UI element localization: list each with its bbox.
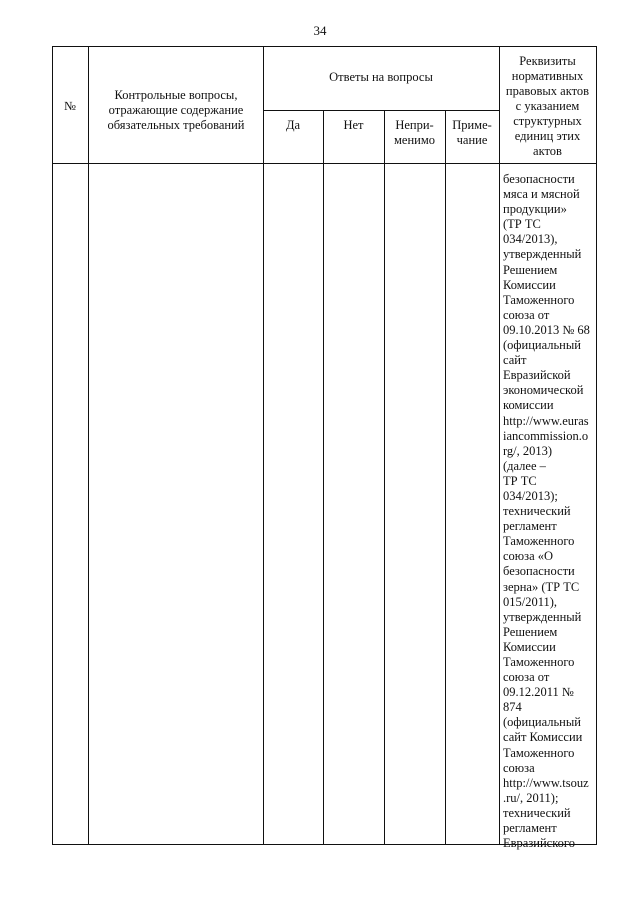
requisites-text-line: rg/, 2013) <box>503 443 553 458</box>
requisites-text-line: 034/2013); <box>503 488 558 503</box>
header-note-line: Приме- <box>452 118 492 132</box>
header-requisites-line: с указанием <box>515 99 580 113</box>
requisites-text-line: экономической <box>503 383 584 398</box>
requisites-text-line: утвержденный <box>503 609 582 624</box>
requisites-text-line: (официальный <box>503 338 581 353</box>
requisites-text-line: (ТР ТС <box>503 217 541 232</box>
header-requisites-line: нормативных <box>511 69 584 83</box>
header-no: Нет <box>343 118 364 132</box>
header-note <box>445 118 499 148</box>
requisites-text-line: .ru/, 2011); <box>503 790 559 805</box>
requisites-text-line: Таможенного <box>503 745 575 760</box>
requisites-text-line: мяса и мясной <box>503 187 580 202</box>
requisites-text-line: союза <box>503 760 535 775</box>
header-requisites-line: единиц этих <box>514 129 581 143</box>
requisites-text-line: регламент <box>503 821 557 836</box>
requisites-text-line: союза от <box>503 307 550 322</box>
header-questions <box>90 88 262 133</box>
header-requisites-line: Реквизиты <box>519 54 576 68</box>
requisites-text-line: регламент <box>503 519 557 534</box>
requisites-text-line: 034/2013), <box>503 232 558 247</box>
requisites-text-line: (далее – <box>503 458 546 473</box>
requisites-text-line: http://www.tsouz <box>503 775 589 790</box>
header-na-line: Непри- <box>395 118 434 132</box>
header-not-applicable <box>384 118 445 148</box>
header-requisites-line: правовых актов <box>505 84 590 98</box>
requisites-text-line: сайт <box>503 353 527 368</box>
requisites-text-line: Комиссии <box>503 277 556 292</box>
requisites-text-line: Комиссии <box>503 639 556 654</box>
header-questions-line: обязательных требований <box>107 118 245 132</box>
requisites-text-line: союза «О <box>503 549 554 564</box>
requisites-text-line: безопасности <box>503 172 575 186</box>
header-requisites-line: актов <box>533 144 562 158</box>
requisites-text-line: технический <box>503 504 571 519</box>
requisites-text-line: технический <box>503 805 571 820</box>
requisites-text-line: продукции» <box>503 202 567 217</box>
page-number: 34 <box>313 23 327 38</box>
header-questions-line: Контрольные вопросы, <box>114 88 238 102</box>
requisites-text-line: Решением <box>503 262 558 277</box>
requisites-text-line: комиссии <box>503 398 554 413</box>
requisites-text-line: безопасности <box>503 564 575 579</box>
requisites-text-line: 09.10.2013 № 68 <box>503 322 590 337</box>
requisites-text-line: iancommission.o <box>503 428 589 443</box>
requisites-text-line: Таможенного <box>503 534 575 549</box>
header-note-line: чание <box>456 133 488 147</box>
header-yes: Да <box>285 118 301 132</box>
requisites-text-line: 015/2011), <box>503 594 558 609</box>
header-requisites-line: структурных <box>513 114 582 128</box>
requisites-text-line: Евразийского <box>503 836 575 851</box>
requisites-text-line: Таможенного <box>503 655 575 669</box>
header-na-line: менимо <box>394 133 435 147</box>
requisites-text-line: Евразийской <box>503 368 571 383</box>
requisites-text-line: http://www.euras <box>503 413 589 428</box>
requisites-cell <box>503 172 595 851</box>
requisites-text-line: ТР ТС <box>503 473 537 488</box>
header-answers: Ответы на вопросы <box>329 70 433 84</box>
requisites-text-line: 09.12.2011 № <box>503 685 574 700</box>
requisites-text-line: Решением <box>503 624 558 639</box>
requisites-text-line: сайт Комиссии <box>503 730 583 745</box>
requisites-text-line: утвержденный <box>503 247 582 262</box>
requisites-text-line: (официальный <box>503 715 581 730</box>
header-questions-line: отражающие содержание <box>108 103 244 117</box>
requisites-text-line: союза от <box>503 670 550 685</box>
requisites-text-line: зерна» (ТР ТС <box>503 579 580 594</box>
header-requisites <box>499 54 596 159</box>
header-num: № <box>64 99 76 113</box>
requisites-text-line: 874 <box>503 700 522 715</box>
requisites-text-line: Таможенного <box>503 292 575 307</box>
